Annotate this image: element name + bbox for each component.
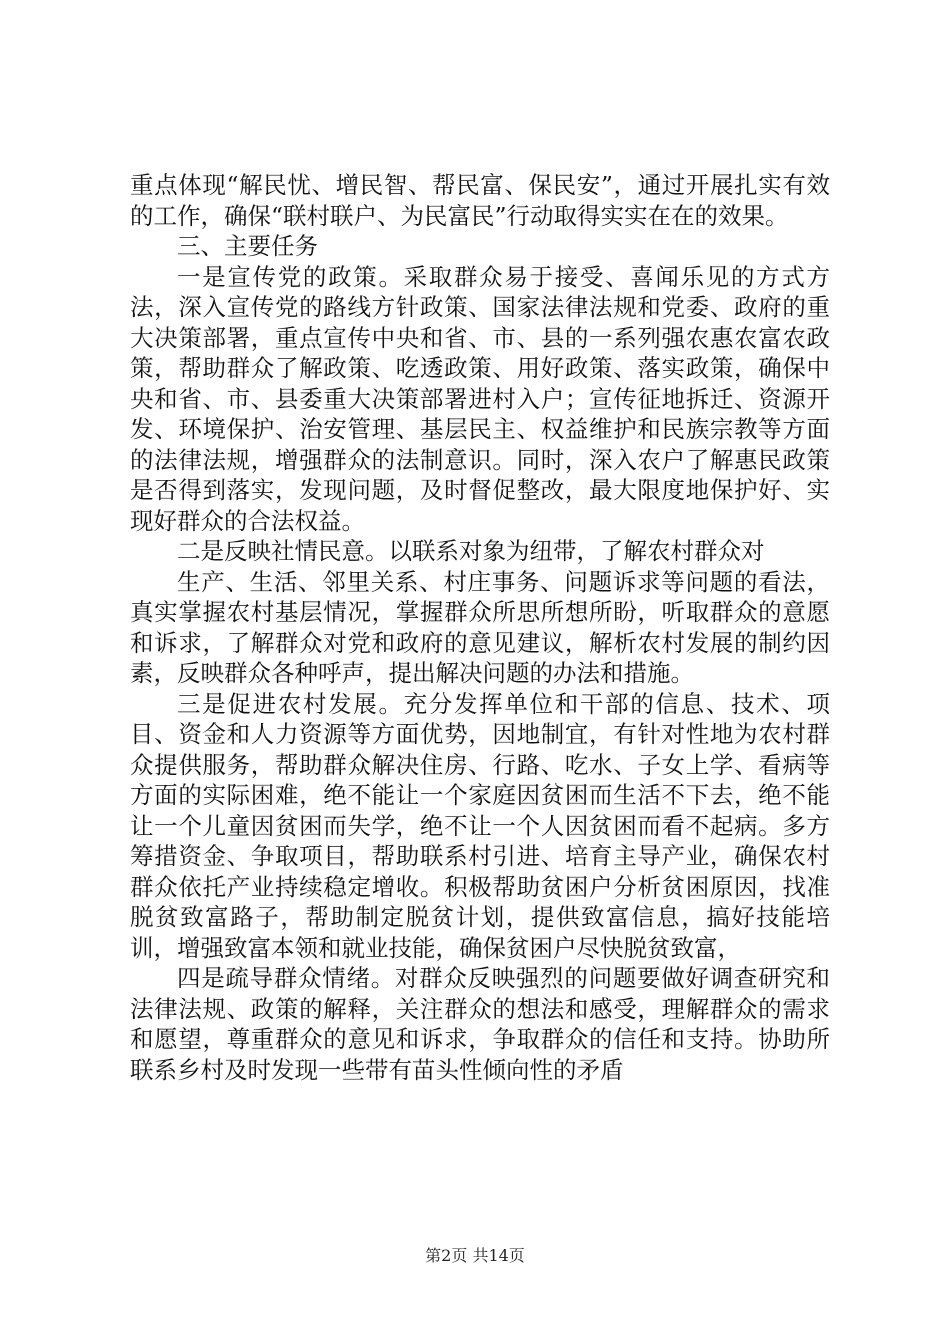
paragraph-intro-continuation: 重点体现“解民忧、增民智、帮民富、保民安”，通过开展扎实有效的工作，确保“联村联户、为民富民”行动取得实实在在的效果。 <box>130 171 830 230</box>
page-number-footer: 第2页 共14页 <box>425 1246 525 1265</box>
document-body <box>130 170 830 1085</box>
paragraph-task-3: 三是促进农村发展。充分发挥单位和干部的信息、技术、项目、资金和人力资源等方面优势，因地制宜，有针对性地为农村群众提供服务，帮助群众解决住房、行路、吃水、子女上学、看病等方面的实际困难，绝不能让一个家庭因贫困而生活不下去，绝不能让一个儿童因贫困而失学，绝不让一个人因贫困而看不起病。多方筹措资金、争取项目，帮助联系村引进、培育主导产业，确保农村群众依托产业持续稳定增收。积极帮助贫困户分析贫困原因，找准脱贫致富路子，帮助制定脱贫计划，提供致富信息，搞好技能培训，增强致富本领和就业技能，确保贫困户尽快脱贫致富， <box>130 689 830 962</box>
paragraph-task-1: 一是宣传党的政策。采取群众易于接受、喜闻乐见的方式方法，深入宣传党的路线方针政策、国家法律法规和党委、政府的重大决策部署，重点宣传中央和省、市、县的一系列强农惠农富农政策，帮助群众了解政策、吃透政策、用好政策、落实政策，确保中央和省、市、县委重大决策部署进村入户；宣传征地拆迁、资源开发、环境保护、治安管理、基层民主、权益维护和民族宗教等方面的法律法规，增强群众的法制意识。同时，深入农户了解惠民政策是否得到落实，发现问题，及时督促整改，最大限度地保护好、实现好群众的合法权益。 <box>130 262 830 535</box>
paragraph-task-4: 四是疏导群众情绪。对群众反映强烈的问题要做好调查研究和法律法规、政策的解释，关注群众的想法和感受，理解群众的需求和愿望，尊重群众的意见和诉求，争取群众的信任和支持。协助所联系乡村及时发现一些带有苗头性倾向性的矛盾 <box>130 964 830 1084</box>
section-heading: 三、主要任务 <box>177 232 318 260</box>
paragraph-task-2-first-line: 二是反映社情民意。以联系对象为纽带，了解农村群众对 <box>177 537 765 565</box>
paragraph-task-2-continuation: 生产、生活、邻里关系、村庄事务、问题诉求等问题的看法，真实掌握农村基层情况，掌握群众所思所想所盼，听取群众的意愿和诉求，了解群众对党和政府的意见建议，解析农村发展的制约因素，反映群众各种呼声，提出解决问题的办法和措施。 <box>130 567 830 687</box>
